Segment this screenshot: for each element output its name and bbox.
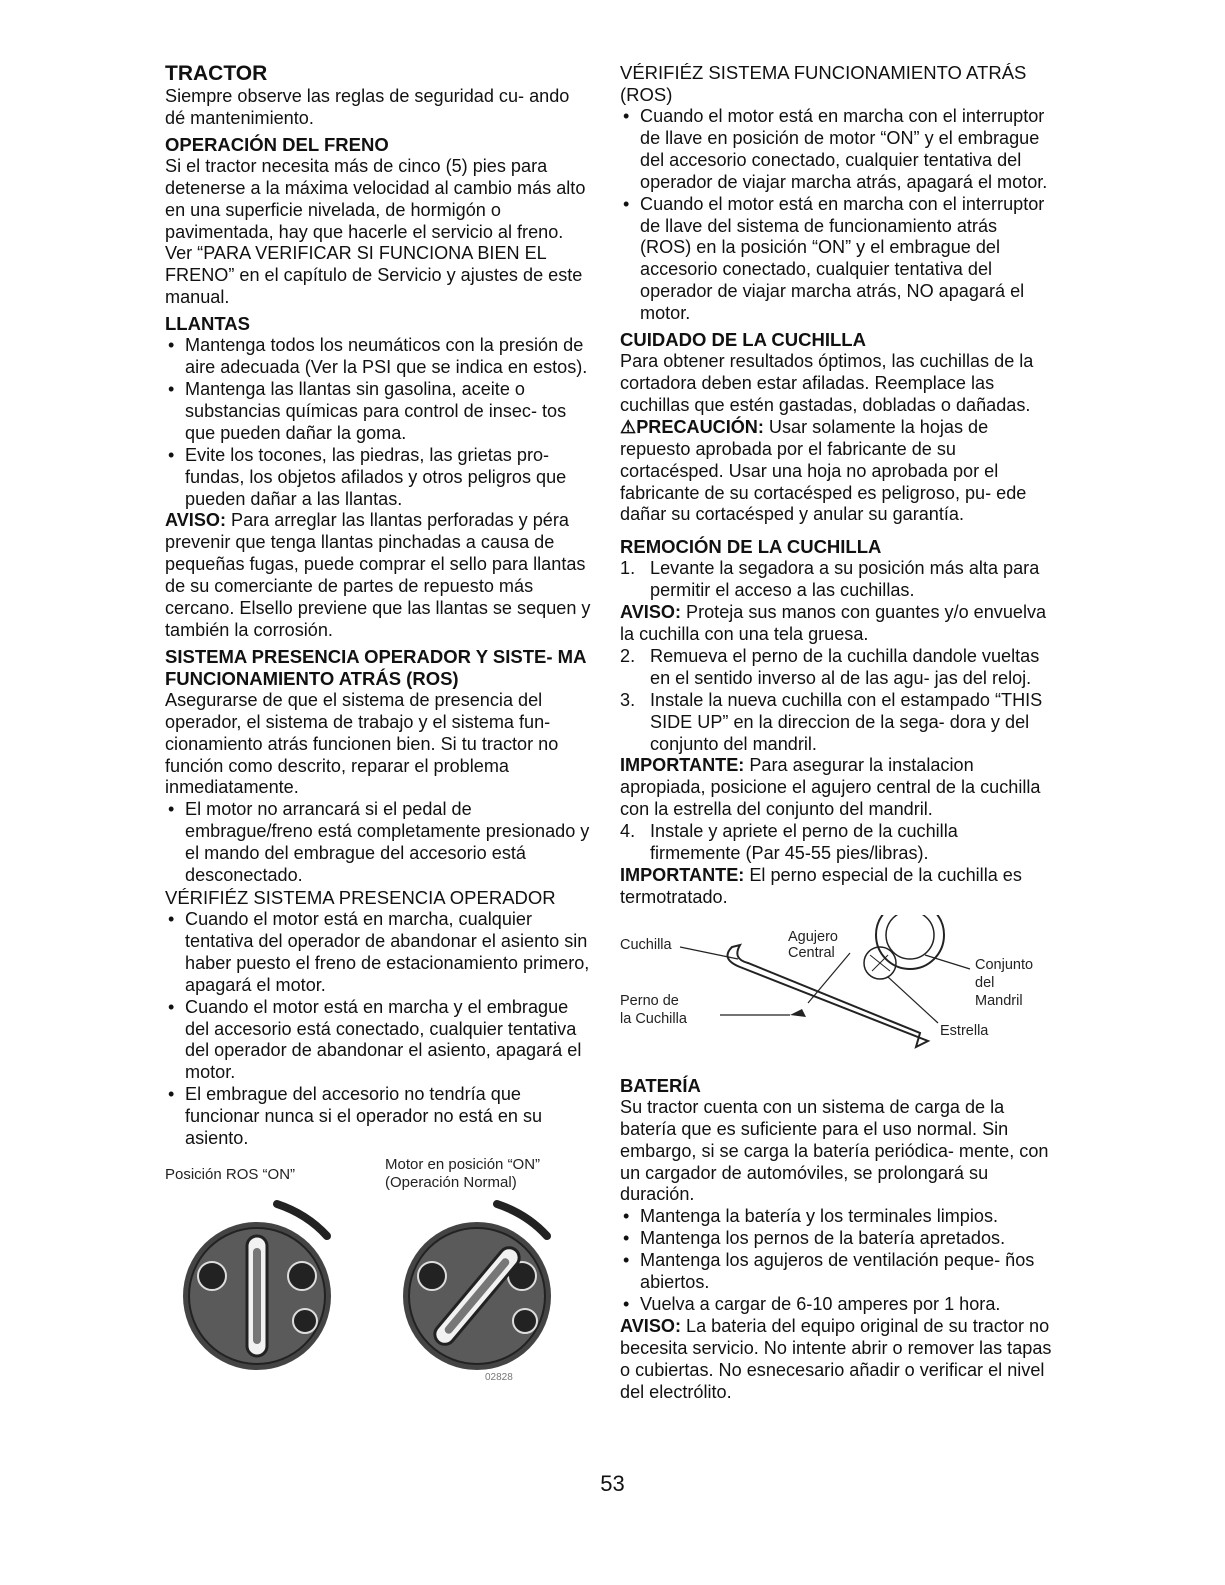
label-estrella: Estrella bbox=[940, 1022, 989, 1039]
caution-label: PRECAUCIÓN: bbox=[636, 416, 764, 437]
ros-heading: SISTEMA PRESENCIA OPERADOR Y SISTE- MA FUNCIONAMIENTO ATRÁS (ROS) bbox=[165, 645, 586, 689]
section-title: TRACTOR bbox=[165, 62, 268, 85]
notice-label: AVISO: bbox=[620, 1315, 681, 1336]
label-central: Central bbox=[788, 944, 835, 961]
left-column bbox=[165, 62, 593, 1386]
figure-caption-normal: (Operación Normal) bbox=[385, 1173, 517, 1191]
ignition-figure bbox=[165, 1156, 593, 1386]
caution-paragraph bbox=[620, 417, 1052, 527]
right-column bbox=[620, 62, 1052, 1404]
list-item: • Mantenga los pernos de la batería apretados. bbox=[620, 1228, 1052, 1250]
caution-text: Usar solamente la hojas de repuesto aprobada por el fabricante de su cortacésped. Usar una hoja no aprobada por el fabricante de su cortacésped es peligroso, pu- ede dañar su cortacésped y anular su garantía. bbox=[620, 416, 1027, 525]
notice-label: AVISO: bbox=[165, 510, 226, 531]
blade-care-heading: CUIDADO DE LA CUCHILLA bbox=[620, 329, 866, 351]
ros-list bbox=[165, 799, 593, 887]
figure-caption-motor: Motor en posición “ON” bbox=[385, 1155, 541, 1173]
label-del: del bbox=[975, 974, 995, 991]
list-item: • Cuando el motor está en marcha y el embrague del accesorio está conectado, cualquier tentativa del operador de abandonar el asiento, apagará el motor. bbox=[165, 997, 593, 1085]
list-item: • El embrague del accesorio no tendría que funcionar nunca si el operador no está en su asiento. bbox=[165, 1084, 593, 1150]
verify-ros-list bbox=[620, 106, 1052, 325]
step-number: 3. bbox=[620, 689, 636, 710]
ignition-motor-on-icon bbox=[397, 1196, 567, 1376]
ignition-ros-on-icon bbox=[177, 1196, 347, 1376]
tires-list bbox=[165, 335, 593, 510]
notice-text: Proteja sus manos con guantes y/o envuelva la cuchilla con una tela gruesa. bbox=[620, 602, 1047, 645]
important-label: IMPORTANTE: bbox=[620, 755, 745, 776]
list-item: • Mantenga los agujeros de ventilación peque- ños abiertos. bbox=[620, 1250, 1052, 1294]
important-label: IMPORTANTE: bbox=[620, 865, 745, 885]
step-text: Remueva el perno de la cuchilla dandole vueltas en el sentido inverso al de las agu- jas del reloj. bbox=[650, 645, 1040, 688]
notice-label: AVISO: bbox=[620, 602, 681, 623]
list-item: • Cuando el motor está en marcha, cualquier tentativa del operador de abandonar el asiento sin haber puesto el freno de estacionamiento primero, apagará el motor. bbox=[165, 909, 593, 997]
label-conjunto: Conjunto bbox=[975, 956, 1034, 973]
list-item bbox=[620, 690, 1052, 756]
notice-text: Para arreglar las llantas perforadas y péra prevenir que tenga llantas pinchadas a causa de pequeñas fugas, puede comprar el sello para llantas de su comerciante de partes de repuesto más cercano. Elsello previene que las llantas se sequen y también la corrosión. bbox=[165, 510, 591, 640]
battery-heading: BATERÍA bbox=[620, 1074, 701, 1096]
verify-operator-heading: VÉRIFIÉZ SISTEMA PRESENCIA OPERADOR bbox=[165, 887, 556, 908]
step-number: 2. bbox=[620, 645, 636, 666]
battery-text: Su tractor cuenta con un sistema de carga de la batería que es suficiente para el uso normal. Sin embargo, si se carga la batería periódica- mente, con un cargador de automóviles, se prolongará su duración. bbox=[620, 1096, 1049, 1205]
battery-list bbox=[620, 1206, 1052, 1316]
important-text: Para asegurar la instalacion apropiada, posicione el agujero central de la cuchilla con la estrella del conjunto del mandril. bbox=[620, 755, 1041, 820]
brake-heading: OPERACIÓN DEL FRENO bbox=[165, 133, 389, 155]
list-item: • Mantenga la batería y los terminales limpios. bbox=[620, 1206, 1052, 1228]
warning-icon: ⚠ bbox=[620, 416, 637, 437]
list-item: • El motor no arrancará si el pedal de embrague/freno está completamente presionado y el mando del embrague del accesorio está desconectado. bbox=[165, 799, 593, 887]
label-perno-de: Perno de bbox=[620, 992, 679, 1009]
label-mandril: Mandril bbox=[975, 992, 1023, 1009]
blade-steps-2 bbox=[620, 646, 1052, 756]
label-agujero: Agujero bbox=[788, 928, 838, 945]
important-1 bbox=[620, 755, 1052, 821]
verify-ros-heading: VÉRIFIÉZ SISTEMA FUNCIONAMIENTO ATRÁS (ROS) bbox=[620, 62, 1027, 105]
step-text: Instale la nueva cuchilla con el estampado “THIS SIDE UP” en la direccion de la sega- dora y del conjunto del mandril. bbox=[650, 689, 1043, 754]
list-item: • Mantenga las llantas sin gasolina, aceite o substancias químicas para control de insec- tos que pueden dañar la goma. bbox=[165, 379, 593, 445]
step-number: 1. bbox=[620, 558, 636, 579]
blade-diagram bbox=[620, 915, 1052, 1065]
tires-notice bbox=[165, 510, 593, 641]
blade-steps-1 bbox=[620, 558, 1052, 602]
notice-text: La bateria del equipo original de su tractor no becesita servicio. No intente abrir o remover las tapas o cubiertas. No esnecesario añadir o verificar el nivel del electrólito. bbox=[620, 1315, 1052, 1402]
step-text: Levante la segadora a su posición más alta para permitir el acceso a las cuchillas. bbox=[650, 558, 1040, 601]
label-la-cuchilla: la Cuchilla bbox=[620, 1010, 687, 1027]
tires-heading: LLANTAS bbox=[165, 313, 250, 335]
blade-care-text: Para obtener resultados óptimos, las cuchillas de la cortadora deben estar afiladas. Reemplace las cuchillas que estén gastadas, dobladas o dañadas. bbox=[620, 351, 1034, 415]
list-item: • Mantenga todos los neumáticos con la presión de aire adecuada (Ver la PSI que se indica en estos). bbox=[165, 335, 593, 379]
verify-operator-list bbox=[165, 909, 593, 1150]
important-text: El perno especial de la cuchilla es termotratado. bbox=[620, 865, 1022, 907]
figure-code: 02828 bbox=[485, 1371, 513, 1383]
list-item: • Cuando el motor está en marcha con el interruptor de llave en posición de motor “ON” y el embrague del accesorio conectado, cualquier tentativa del operador de viajar marcha atrás, apagará el motor. bbox=[620, 106, 1052, 194]
list-item: • Evite los tocones, las piedras, las grietas pro- fundas, los objetos afilados y otros peligros que pueden dañar a las llantas. bbox=[165, 445, 593, 511]
page-number: 53 bbox=[600, 1471, 625, 1496]
blade-notice bbox=[620, 602, 1052, 646]
list-item: • Cuando el motor está en marcha con el interruptor de llave del sistema de funcionamiento atrás (ROS) en la posición “ON” y el embrague del accesorio conectado, cualquier tentativa del operador de viajar marcha atrás, NO apagará el motor. bbox=[620, 194, 1052, 325]
blade-removal-heading: REMOCIÓN DE LA CUCHILLA bbox=[620, 536, 882, 558]
label-cuchilla: Cuchilla bbox=[620, 936, 672, 953]
list-item bbox=[620, 821, 1052, 865]
list-item bbox=[620, 646, 1052, 690]
ros-text: Asegurarse de que el sistema de presencia del operador, el sistema de trabajo y el sistema fun- cionamiento atrás funcionen bien. Si tu tractor no función como descrito, reparar el problema inmediatamente. bbox=[165, 689, 559, 798]
step-text: Instale y apriete el perno de la cuchilla firmemente (Par 45-55 pies/libras). bbox=[650, 821, 958, 864]
brake-text: Si el tractor necesita más de cinco (5) pies para detenerse a la máxima velocidad al cambio más alto en una superficie nivelada, de hormigón o pavimentada, hay que hacerle el servicio al freno. Ver “PARA VERIFICAR SI FUNCIONA BIEN EL FRENO” en el capítulo de Servicio y ajustes de este manual. bbox=[165, 155, 586, 308]
figure-caption-ros: Posición ROS “ON” bbox=[165, 1165, 296, 1183]
important-2 bbox=[620, 865, 1052, 909]
battery-notice bbox=[620, 1316, 1052, 1404]
step-number: 4. bbox=[620, 821, 636, 842]
list-item bbox=[620, 558, 1052, 602]
list-item: • Vuelva a cargar de 6-10 amperes por 1 hora. bbox=[620, 1294, 1052, 1316]
intro-text: Siempre observe las reglas de seguridad cu- ando dé mantenimiento. bbox=[165, 86, 570, 128]
blade-steps-3 bbox=[620, 821, 1052, 865]
